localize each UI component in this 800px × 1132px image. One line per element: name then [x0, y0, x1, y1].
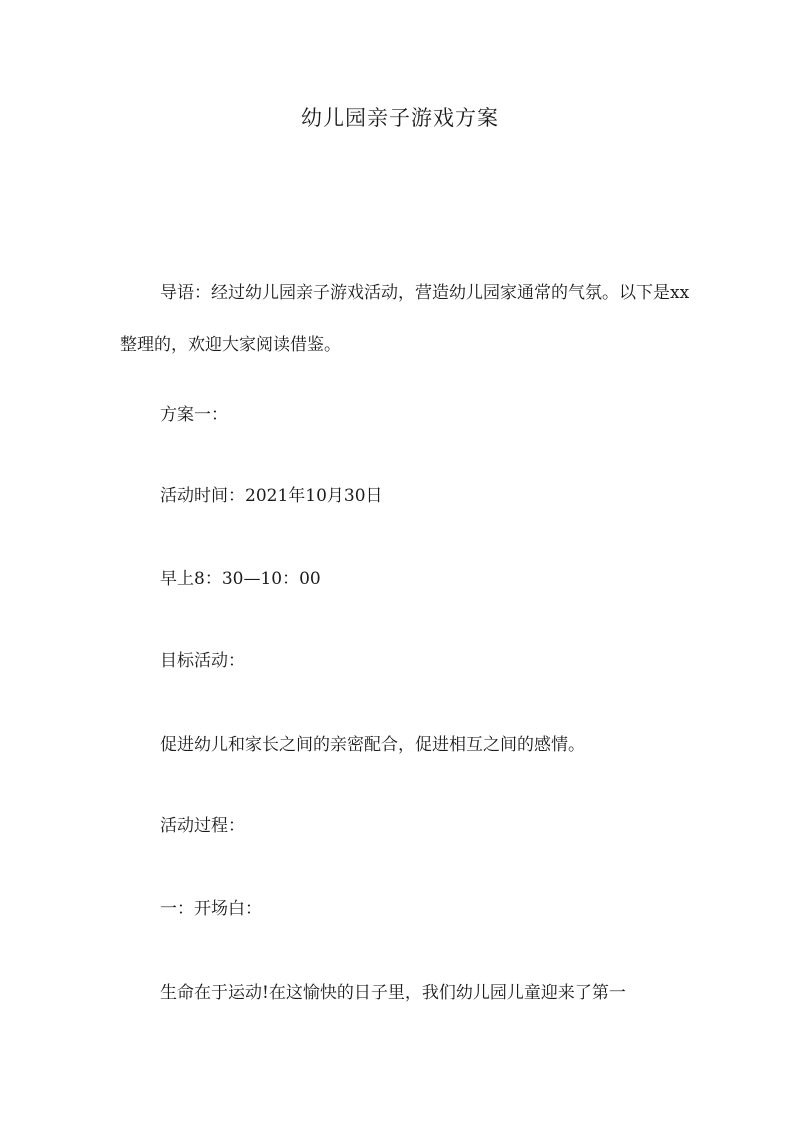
process-heading: 活动过程：: [160, 816, 245, 836]
intro-paragraph: 导语：经过幼儿园亲子游戏活动，营造幼儿园家通常的气氛。以下是xx整理的，欢迎大家阅读借鉴。: [120, 283, 690, 355]
activity-time: 活动时间：2021年10月30日: [160, 486, 383, 506]
goal-text: 促进幼儿和家长之间的亲密配合，促进相互之间的感情。: [160, 735, 585, 755]
goal-heading: 目标活动：: [160, 651, 245, 671]
document-title: 幼儿园亲子游戏方案: [301, 106, 499, 130]
activity-time-range: 早上8：30—10：00: [160, 569, 321, 589]
opening-text: 生命在于运动!在这愉快的日子里，我们幼儿园儿童迎来了第一: [160, 983, 626, 1003]
plan-heading: 方案一：: [160, 405, 228, 425]
opening-heading: 一：开场白：: [160, 899, 262, 919]
